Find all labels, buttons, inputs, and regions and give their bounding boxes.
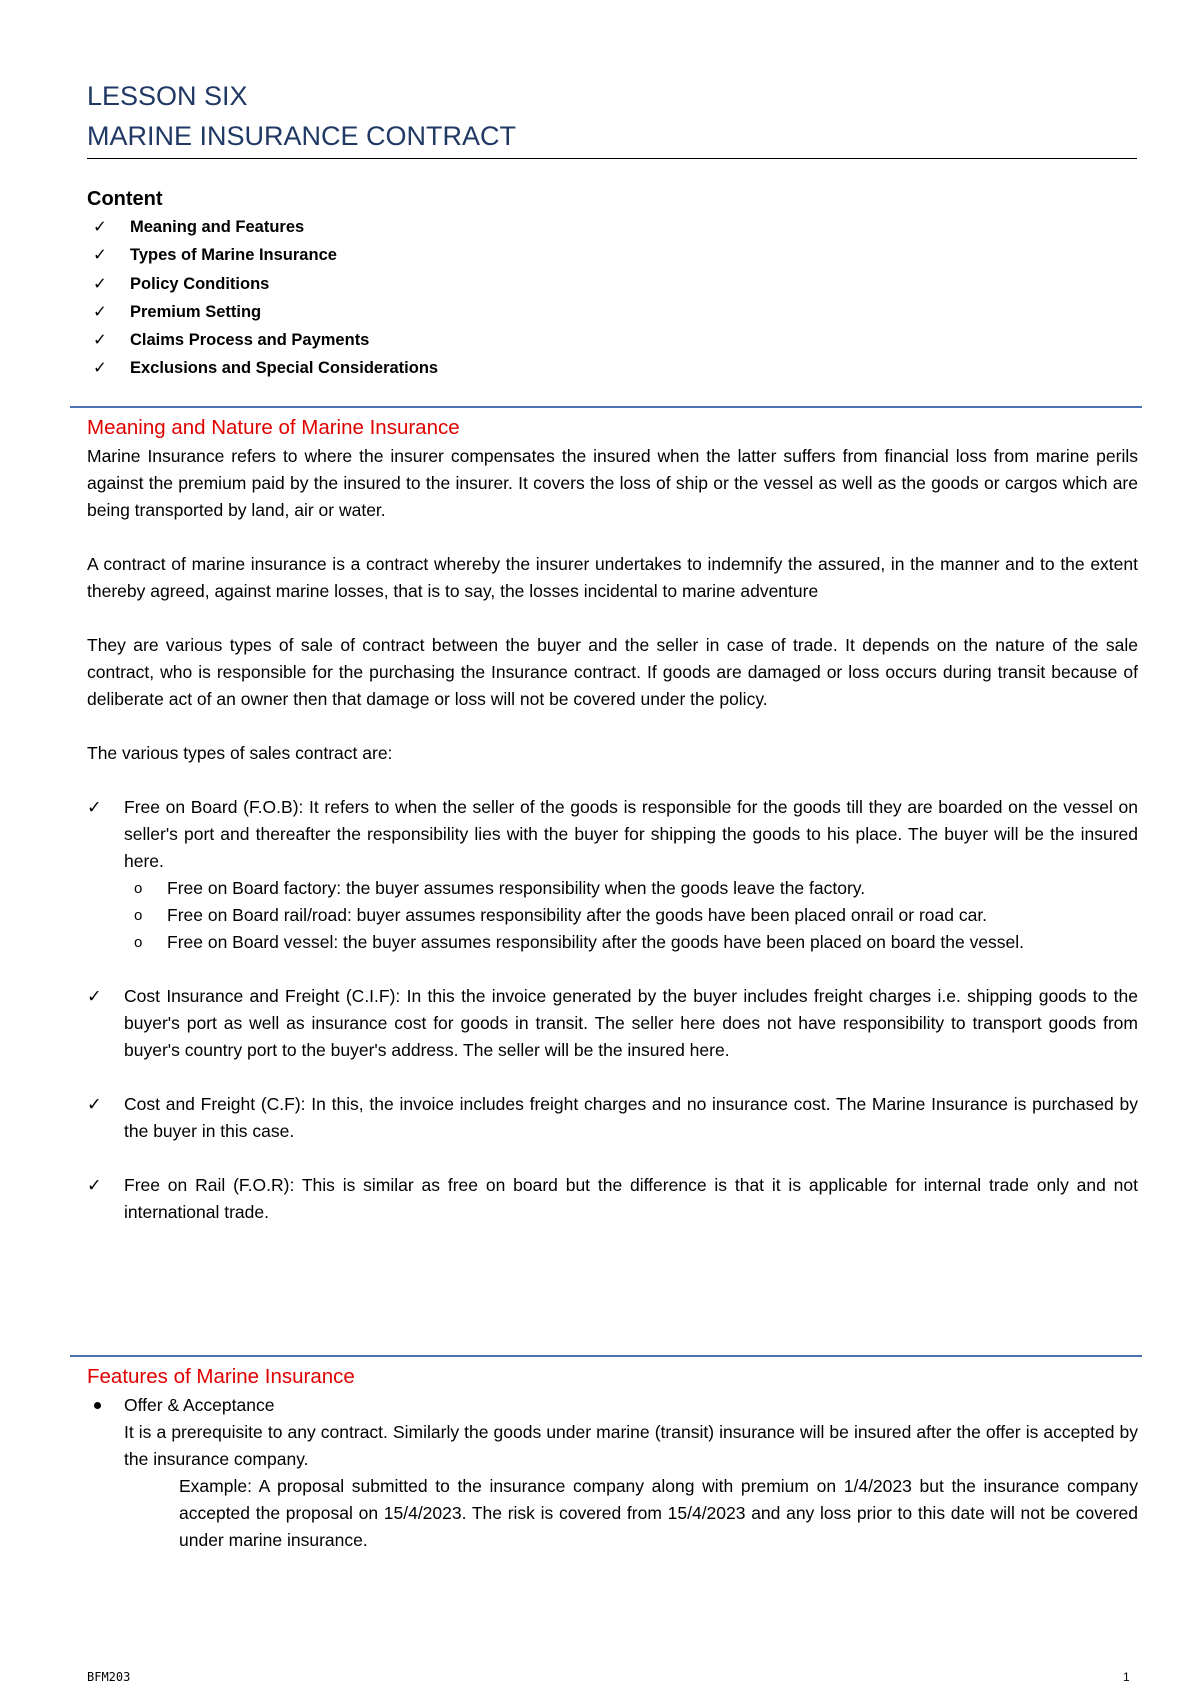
content-heading: Content [87,188,163,210]
features-heading: Features of Marine Insurance [87,1365,355,1388]
meaning-paragraph-4: The various types of sales contract are: [87,743,393,763]
content-item [87,354,1127,382]
content-list [87,187,1127,383]
meaning-paragraph-2: A contract of marine insurance is a contract whereby the insurer undertakes to indemnify the assured, in the manner and to the extent thereby agreed, against marine losses, that is to say, the losses incidental to marine adventure [87,554,1138,601]
check-icon: ✓ [93,246,107,265]
check-icon: ✓ [93,359,107,378]
feature-example: Example: A proposal submitted to the insurance company along with premium on 1/4/2023 but the insurance company accepted the proposal on 15/4/2023. The risk is covered from 15/4/2023 and any loss prior to this date will not be covered under marine insurance. [179,1476,1138,1550]
check-icon: ✓ [93,274,107,293]
content-item-label: Premium Setting [130,302,262,321]
circle-bullet-icon: o [134,934,143,951]
circle-bullet-icon: o [134,880,143,897]
content-item [87,213,1127,241]
content-item [87,298,1127,326]
sub-item-text: Free on Board rail/road: buyer assumes responsibility after the goods have been placed onrail or road car. [167,905,988,925]
check-icon: ✓ [87,1094,102,1114]
meaning-section [87,413,1138,1226]
for-text: Free on Rail (F.O.R): This is similar as free on board but the difference is that it is applicable for internal trade only and not international trade. [124,1175,1138,1222]
list-item-cf [87,1091,1138,1145]
dot-bullet-icon [94,1402,101,1409]
sub-list-item [87,875,1138,902]
section-divider [70,1355,1142,1357]
cf-text: Cost and Freight (C.F): In this, the invoice includes freight charges and no insurance cost. The Marine Insurance is purchased by the buyer in this case. [124,1094,1138,1141]
list-item-for [87,1172,1138,1226]
check-icon: ✓ [87,1175,102,1195]
features-section [87,1362,1138,1554]
content-item-label: Types of Marine Insurance [130,246,337,265]
sub-list-item [87,902,1138,929]
feature-title: Offer & Acceptance [124,1395,275,1415]
list-item-fob [87,794,1138,956]
meaning-heading: Meaning and Nature of Marine Insurance [87,416,460,439]
content-item-label: Claims Process and Payments [130,331,370,350]
check-icon: ✓ [93,302,107,321]
sub-item-text: Free on Board vessel: the buyer assumes responsibility after the goods have been placed on board the vessel. [167,932,1025,952]
meaning-paragraph-3: They are various types of sale of contract between the buyer and the seller in case of trade. It depends on the nature of the sale contract, who is responsible for the purchasing the Insurance contract. If goods are damaged or loss occurs during transit because of deliberate act of an owner then that damage or loss will not be covered under the policy. [87,635,1138,709]
feature-body: It is a prerequisite to any contract. Similarly the goods under marine (transit) insurance will be insured after the offer is accepted by the insurance company. [124,1422,1138,1469]
fob-text: Free on Board (F.O.B): It refers to when the seller of the goods is responsible for the goods till they are boarded on the vessel on seller's port and thereafter the responsibility lies with the buyer for shipping the goods to his place. The buyer will be the insured here. [124,797,1138,871]
check-icon: ✓ [87,797,102,817]
lesson-number: LESSON SIX [87,81,248,111]
title-block [87,76,1137,159]
content-item-label: Exclusions and Special Considerations [130,359,439,378]
sub-item-text: Free on Board factory: the buyer assumes responsibility when the goods leave the factory. [167,878,866,898]
content-item [87,326,1127,354]
footer-course-code: BFM203 [87,1670,131,1684]
content-item [87,270,1127,298]
sub-list-item [87,929,1138,956]
sales-contract-list [87,794,1138,1226]
content-item-label: Meaning and Features [130,218,305,236]
check-icon: ✓ [93,218,107,236]
content-item-label: Policy Conditions [130,274,270,293]
list-item-cif [87,983,1138,1064]
cif-text: Cost Insurance and Freight (C.I.F): In this the invoice generated by the buyer includes freight charges i.e. shipping goods to the buyer's port as well as insurance cost for goods in transit. The seller here does not have responsibility to transport goods from buyer's country port to the buyer's address. The seller will be the insured here. [124,986,1138,1060]
feature-item [87,1392,1138,1419]
circle-bullet-icon: o [134,907,143,924]
footer-page-number: 1 [1123,1670,1130,1684]
content-item [87,241,1127,269]
meaning-paragraph-1: Marine Insurance refers to where the insurer compensates the insured when the latter suffers from financial loss from marine perils against the premium paid by the insured to the insurer. It covers the loss of ship or the vessel as well as the goods or cargos which are being transported by land, air or water. [87,446,1138,520]
check-icon: ✓ [93,331,107,350]
lesson-title: MARINE INSURANCE CONTRACT [87,121,517,151]
section-divider [70,406,1142,408]
check-icon: ✓ [87,986,102,1006]
